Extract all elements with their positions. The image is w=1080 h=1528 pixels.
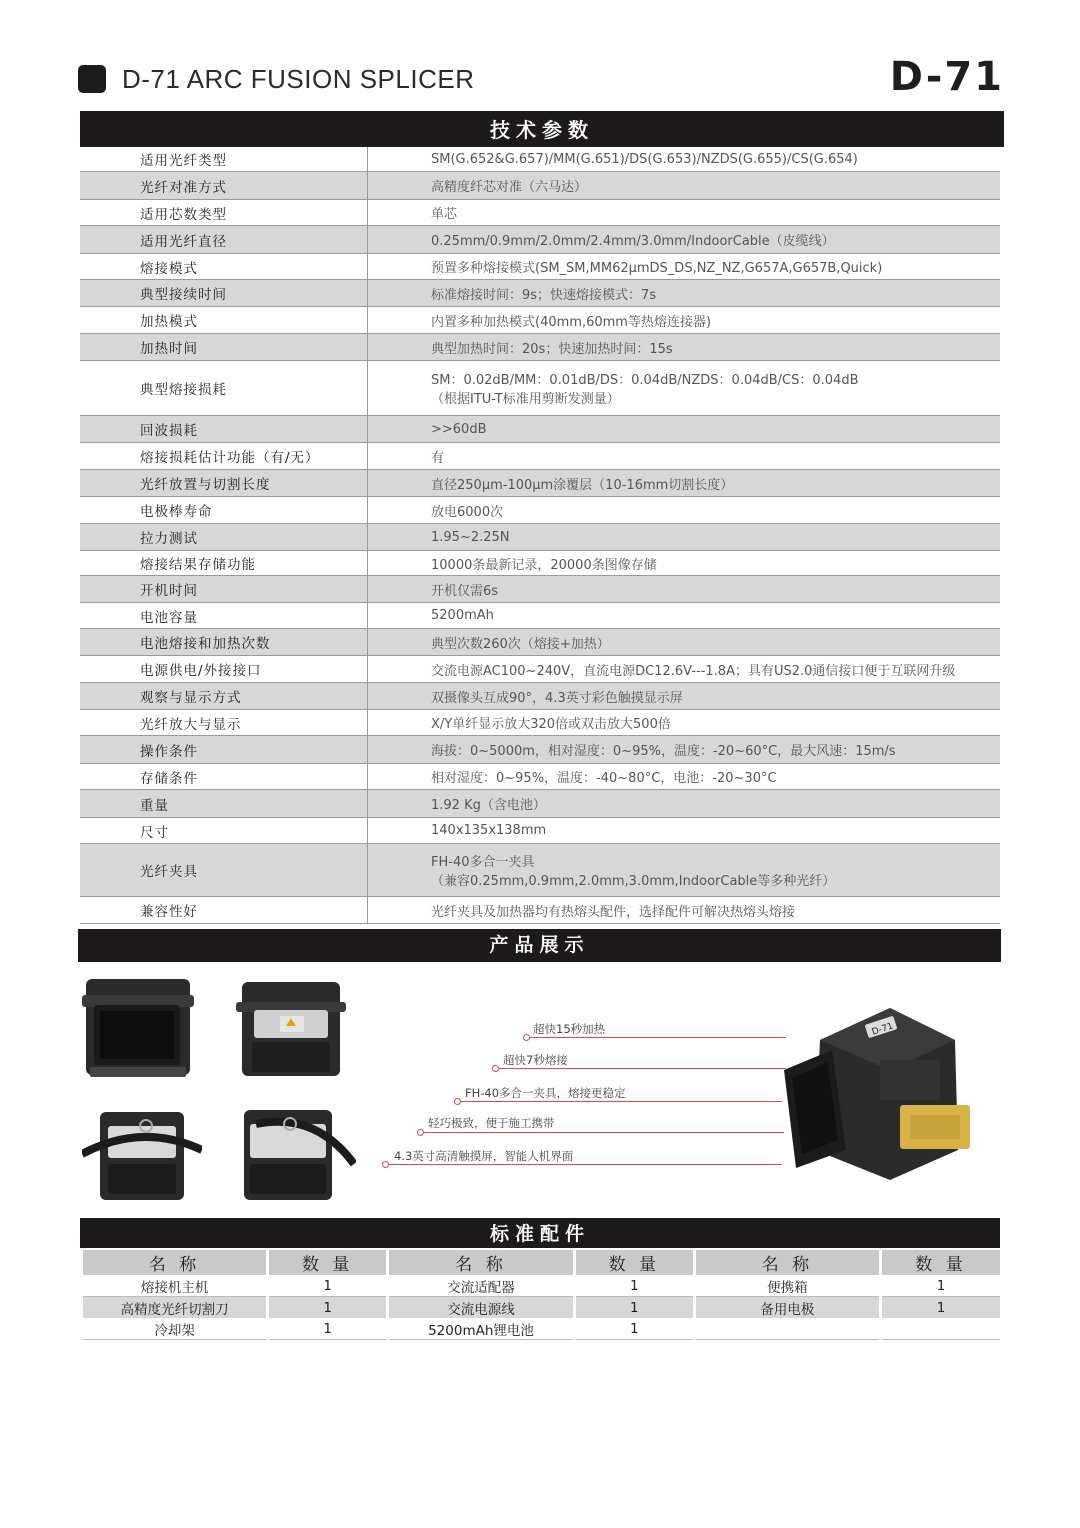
spec-value-line: （兼容0.25mm,0.9mm,2.0mm,3.0mm,IndoorCable等多种光纤） [431, 874, 836, 889]
accessory-qty: 1 [881, 1275, 1000, 1297]
acc-header-name: 名 称 [694, 1250, 880, 1275]
spec-value [368, 361, 1000, 415]
spec-value [368, 524, 1000, 550]
spec-key: 电极棒寿命 [80, 497, 368, 523]
spec-key: 熔接损耗估计功能（有/无） [80, 443, 368, 469]
spec-value [368, 551, 1000, 575]
callout-portable: 轻巧极致，便于施工携带 [428, 1116, 555, 1130]
spec-row [80, 497, 1000, 524]
callout-touchscreen: 4.3英寸高清触摸屏，智能人机界面 [394, 1149, 574, 1163]
spec-key: 适用芯数类型 [80, 200, 368, 225]
accessory-qty: 1 [574, 1297, 694, 1319]
accessory-name [694, 1318, 880, 1340]
spec-row [80, 416, 1000, 443]
spec-value [368, 576, 1000, 602]
spec-value [368, 254, 1000, 279]
spec-value [368, 280, 1000, 306]
spec-row [80, 790, 1000, 818]
spec-value [368, 736, 1000, 763]
spec-value [368, 416, 1000, 442]
spec-row [80, 683, 1000, 710]
spec-row [80, 361, 1000, 416]
showcase-section-title: 产品展示 [78, 929, 1001, 962]
spec-value-line: 交流电源AC100~240V，直流电源DC12.6V---1.8A；具有US2.0通信接口便于互联网升级 [431, 663, 956, 679]
accessory-qty: 1 [574, 1275, 694, 1297]
callout-line [387, 1164, 782, 1165]
spec-row [80, 576, 1000, 603]
spec-value [368, 790, 1000, 817]
callout-dot [417, 1129, 424, 1136]
spec-row [80, 603, 1000, 629]
spec-value-line: 放电6000次 [431, 504, 504, 520]
spec-value [368, 497, 1000, 523]
accessory-qty: 1 [268, 1318, 388, 1340]
spec-row [80, 226, 1000, 254]
accessory-name: 备用电极 [694, 1297, 880, 1319]
spec-key: 光纤对准方式 [80, 172, 368, 199]
spec-row [80, 254, 1000, 280]
spec-value [368, 764, 1000, 789]
spec-key: 重量 [80, 790, 368, 817]
spec-row [80, 736, 1000, 764]
accessories-header-row [82, 1250, 1001, 1275]
spec-key: 电源供电/外接接口 [80, 656, 368, 682]
callout-line [497, 1068, 786, 1069]
spec-value-line: X/Y单纤显示放大320倍或双击放大500倍 [431, 717, 671, 732]
spec-value [368, 844, 1000, 896]
page-title: D-71 ARC FUSION SPLICER [122, 64, 475, 94]
callout-line [459, 1101, 782, 1102]
spec-value [368, 629, 1000, 655]
spec-key: 回波损耗 [80, 416, 368, 442]
spec-value-line: 海拔：0~5000m，相对湿度：0~95%，温度：-20~60°C，最大风速：15m/s [431, 744, 896, 759]
accessories-row [82, 1318, 1001, 1340]
spec-value-line: 140x135x138mm [431, 823, 547, 838]
spec-value-line: 典型加热时间：20s；快速加热时间：15s [431, 341, 673, 357]
brand-square-icon [78, 65, 106, 93]
acc-header-name: 名 称 [388, 1250, 575, 1275]
spec-row [80, 710, 1000, 736]
callout-line [422, 1132, 784, 1133]
spec-value [368, 656, 1000, 682]
spec-row [80, 443, 1000, 470]
spec-key: 光纤放置与切割长度 [80, 470, 368, 496]
spec-key: 熔接结果存储功能 [80, 551, 368, 575]
accessories-section-title: 标准配件 [80, 1218, 1000, 1248]
spec-value-line: 5200mAh [431, 608, 494, 623]
callout-dot [382, 1161, 389, 1168]
spec-key: 存储条件 [80, 764, 368, 789]
spec-row [80, 844, 1000, 897]
spec-key: 适用光纤类型 [80, 147, 368, 171]
spec-key: 光纤放大与显示 [80, 710, 368, 735]
spec-row [80, 656, 1000, 683]
spec-value-line: 开机仅需6s [431, 583, 499, 599]
spec-table [80, 147, 1000, 924]
accessory-name: 熔接机主机 [82, 1275, 268, 1297]
spec-key: 加热时间 [80, 334, 368, 360]
spec-key: 兼容性好 [80, 897, 368, 923]
callout-heating: 超快15秒加热 [533, 1022, 606, 1036]
callout-dot [523, 1034, 530, 1041]
specs-section-title: 技术参数 [80, 111, 1004, 147]
spec-row [80, 147, 1000, 172]
spec-row [80, 764, 1000, 790]
spec-row [80, 897, 1000, 924]
product-thumbnail-strap-left [82, 1102, 202, 1202]
spec-row [80, 818, 1000, 844]
accessory-qty [881, 1318, 1000, 1340]
callout-dot [492, 1065, 499, 1072]
accessory-qty: 1 [268, 1297, 388, 1319]
spec-value-line: 双摄像头互成90°，4.3英寸彩色触摸显示屏 [431, 690, 683, 706]
acc-header-name: 名 称 [82, 1250, 268, 1275]
spec-value [368, 443, 1000, 469]
spec-key: 光纤夹具 [80, 844, 368, 896]
spec-row [80, 551, 1000, 576]
spec-value [368, 334, 1000, 360]
spec-value-line: >>60dB [431, 421, 487, 437]
callout-splicing: 超快7秒熔接 [503, 1053, 568, 1067]
spec-value-line: FH-40多合一夹具 [431, 855, 535, 870]
accessories-row [82, 1275, 1001, 1297]
spec-value [368, 683, 1000, 709]
spec-row [80, 629, 1000, 656]
accessory-name: 便携箱 [694, 1275, 880, 1297]
spec-value-line: 直径250μm-100μm涂覆层（10-16mm切割长度） [431, 477, 734, 493]
spec-value [368, 470, 1000, 496]
spec-value [368, 818, 1000, 843]
spec-row [80, 200, 1000, 226]
spec-row [80, 172, 1000, 200]
product-label: D-71 [870, 1021, 895, 1038]
spec-value [368, 226, 1000, 253]
accessory-qty: 1 [881, 1297, 1000, 1319]
accessory-name: 冷却架 [82, 1318, 268, 1340]
spec-value [368, 603, 1000, 628]
product-thumbnail-strap-right [236, 1102, 356, 1202]
spec-value-line: 内置多种加热模式(40mm,60mm等热熔连接器) [431, 314, 712, 330]
product-thumbnail-front [80, 975, 195, 1081]
spec-value [368, 172, 1000, 199]
acc-header-qty: 数 量 [574, 1250, 694, 1275]
spec-value-line: 有 [431, 450, 445, 466]
spec-value-line: 典型次数260次（熔接+加热） [431, 636, 610, 652]
spec-value-line: 1.92 Kg（含电池） [431, 798, 546, 813]
accessories-table [80, 1250, 1000, 1340]
product-thumbnail-back [236, 978, 346, 1080]
spec-key: 电池熔接和加热次数 [80, 629, 368, 655]
spec-value-line: 高精度纤芯对准（六马达） [431, 180, 588, 195]
spec-key: 典型接续时间 [80, 280, 368, 306]
spec-value-line: 0.25mm/0.9mm/2.0mm/2.4mm/3.0mm/IndoorCable（皮缆线） [431, 234, 835, 249]
spec-key: 电池容量 [80, 603, 368, 628]
spec-value-line: （根据ITU-T标准用剪断发测量） [431, 392, 620, 407]
acc-header-qty: 数 量 [881, 1250, 1000, 1275]
accessory-name: 5200mAh锂电池 [388, 1318, 575, 1340]
spec-row [80, 524, 1000, 551]
spec-value-line: 1.95~2.25N [431, 529, 510, 545]
spec-key: 典型熔接损耗 [80, 361, 368, 415]
spec-key: 加热模式 [80, 307, 368, 333]
spec-value-line: SM：0.02dB/MM：0.01dB/DS：0.04dB/NZDS：0.04dB/CS：0.04dB [431, 373, 859, 388]
spec-key: 拉力测试 [80, 524, 368, 550]
accessory-qty: 1 [574, 1318, 694, 1340]
spec-key: 操作条件 [80, 736, 368, 763]
accessory-name: 交流适配器 [388, 1275, 575, 1297]
spec-value [368, 710, 1000, 735]
spec-value-line: 10000条最新记录，20000条图像存储 [431, 557, 657, 573]
spec-row [80, 307, 1000, 334]
spec-value [368, 200, 1000, 225]
spec-value [368, 147, 1000, 171]
spec-value-line: 标准熔接时间：9s；快速熔接模式：7s [431, 287, 657, 303]
model-badge: D-71 [889, 54, 1004, 100]
spec-value-line: SM(G.652&G.657)/MM(G.651)/DS(G.653)/NZDS(G.655)/CS(G.654) [431, 151, 858, 167]
spec-key: 开机时间 [80, 576, 368, 602]
page-header [78, 54, 1004, 102]
spec-value-line: 单芯 [431, 207, 458, 222]
accessory-qty: 1 [268, 1275, 388, 1297]
spec-key: 观察与显示方式 [80, 683, 368, 709]
spec-key: 熔接模式 [80, 254, 368, 279]
callout-clamp: FH-40多合一夹具，熔接更稳定 [465, 1086, 626, 1100]
spec-key: 适用光纤直径 [80, 226, 368, 253]
spec-value [368, 897, 1000, 923]
acc-header-qty: 数 量 [268, 1250, 388, 1275]
accessory-name: 交流电源线 [388, 1297, 575, 1319]
spec-row [80, 470, 1000, 497]
callout-dot [454, 1098, 461, 1105]
accessory-name: 高精度光纤切割刀 [82, 1297, 268, 1319]
spec-value-line: 预置多种熔接模式(SM_SM,MM62μmDS_DS,NZ_NZ,G657A,G657B,Quick) [431, 261, 883, 276]
spec-value-line: 相对湿度：0~95%，温度：-40~80°C，电池：-20~30°C [431, 771, 777, 786]
spec-value-line: 光纤夹具及加热器均有热熔头配件，选择配件可解决热熔头熔接 [431, 904, 796, 920]
spec-key: 尺寸 [80, 818, 368, 843]
spec-row [80, 334, 1000, 361]
spec-row [80, 280, 1000, 307]
spec-value [368, 307, 1000, 333]
product-hero-image [780, 1000, 980, 1185]
accessories-row [82, 1297, 1001, 1319]
callout-line [528, 1037, 786, 1038]
